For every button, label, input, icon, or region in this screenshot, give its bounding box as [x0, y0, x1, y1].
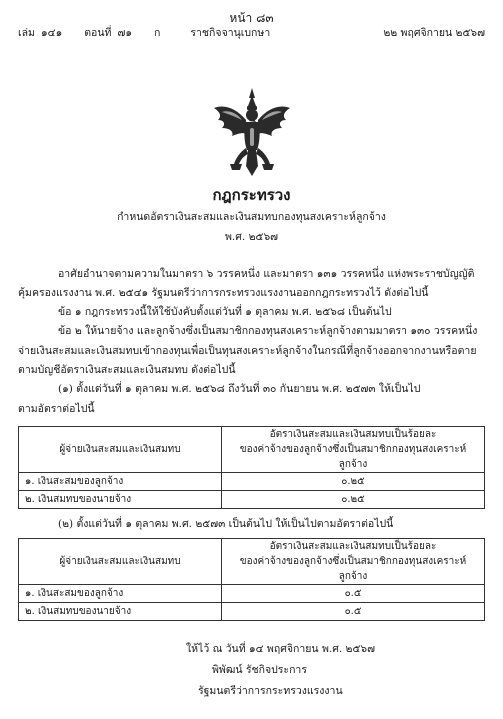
part-label: ตอนที่ [84, 27, 112, 39]
volume-number: ๑๔๑ [40, 27, 63, 39]
gazette-header [18, 24, 485, 41]
preamble-line-2: คุ้มครองแรงงาน พ.ศ. ๒๕๔๑ รัฐมนตรีว่าการกระทรวงแรงงานออกกฎกระทรวงไว้ ดังต่อไปนี้ [18, 287, 429, 299]
clause-2-line-2: จ่ายเงินสะสมและเงินสมทบเข้ากองทุนเพื่อเป็นทุนสงเคราะห์ลูกจ้างในกรณีที่ลูกจ้างออกจากงานหรือตาย [18, 345, 477, 357]
col-header-rate [222, 539, 485, 585]
preamble-line-1: อาศัยอำนาจตามความในมาตรา ๖ วรรคหนึ่ง และมาตรา ๑๓๑ วรรคหนึ่ง แห่งพระราชบัญญัติ [58, 268, 475, 280]
col-header-payer: ผู้จ่ายเงินสะสมและเงินสมทบ [19, 539, 222, 585]
page-number: หน้า ๘๓ [229, 11, 274, 25]
document-subtitle: กำหนดอัตราเงินสะสมและเงินสมทบกองทุนสงเคราะห์ลูกจ้าง [117, 211, 386, 223]
given-date: ให้ไว้ ณ วันที่ ๑๔ พฤศจิกายน พ.ศ. ๒๕๖๗ [186, 643, 375, 655]
rate-cell: ๐.๕ [222, 603, 485, 621]
period-1-line-1: (๑) ตั้งแต่วันที่ ๑ ตุลาคม พ.ศ. ๒๕๖๘ ถึงวันที่ ๓๐ กันยายน พ.ศ. ๒๕๗๓ ให้เป็นไป [58, 383, 421, 395]
garuda-emblem-icon [212, 86, 292, 178]
part-number: ๗๑ [117, 27, 133, 39]
document-title: กฎกระทรวง [212, 186, 291, 204]
clause-2-line-1: ข้อ ๒ ให้นายจ้าง และลูกจ้างซึ่งเป็นสมาชิกกองทุนสงเคราะห์ลูกจ้างตามมาตรา ๑๓๐ วรรคหนึ่ง [58, 325, 478, 337]
signatory-name: พิพัฒน์ รัชกิจประการ [212, 664, 307, 676]
payer-cell: ๑. เงินสะสมของลูกจ้าง [19, 585, 222, 603]
rate-table-2 [18, 538, 485, 621]
rate-cell: ๐.๒๕ [222, 491, 485, 509]
col-header-rate-line-1: อัตราเงินสะสมและเงินสมทบเป็นร้อยละ [269, 541, 437, 552]
payer-cell: ๒. เงินสมทบของนายจ้าง [19, 603, 222, 621]
publication-date: ๒๒ พฤศจิกายน ๒๕๖๗ [383, 27, 485, 39]
col-header-rate [222, 427, 485, 473]
table-row [19, 473, 485, 491]
section-letter: ก [154, 27, 161, 39]
rate-cell: ๐.๕ [222, 585, 485, 603]
table-row [19, 491, 485, 509]
period-2: (๒) ตั้งแต่วันที่ ๑ ตุลาคม พ.ศ. ๒๕๗๓ เป็นต้นไป ให้เป็นไปตามอัตราต่อไปนี้ [58, 518, 394, 530]
table-header-row [19, 427, 485, 473]
rate-cell: ๐.๒๕ [222, 473, 485, 491]
rate-table-1 [18, 426, 485, 509]
table-row [19, 603, 485, 621]
period-1-line-2: ตามอัตราต่อไปนี้ [18, 403, 95, 415]
volume-label: เล่ม [18, 27, 35, 39]
signatory-position: รัฐมนตรีว่าการกระทรวงแรงงาน [198, 685, 343, 697]
table-row [19, 585, 485, 603]
clause-1: ข้อ ๑ กฎกระทรวงนี้ให้ใช้บังคับตั้งแต่วันที่ ๑ ตุลาคม พ.ศ. ๒๕๖๘ เป็นต้นไป [58, 306, 392, 318]
payer-cell: ๒. เงินสมทบของนายจ้าง [19, 491, 222, 509]
document-year: พ.ศ. ๒๕๖๗ [224, 231, 279, 243]
col-header-rate-line-2: ของค่าจ้างของลูกจ้างซึ่งเป็นสมาชิกกองทุนสงเคราะห์ลูกจ้าง [239, 556, 467, 582]
col-header-payer: ผู้จ่ายเงินสะสมและเงินสมทบ [19, 427, 222, 473]
col-header-rate-line-2: ของค่าจ้างของลูกจ้างซึ่งเป็นสมาชิกกองทุนสงเคราะห์ลูกจ้าง [239, 444, 467, 470]
clause-2-line-3: ตามบัญชีอัตราเงินสะสมและเงินสมทบ ดังต่อไปนี้ [18, 364, 236, 376]
publication-name: ราชกิจจานุเบกษา [190, 27, 271, 39]
table-header-row [19, 539, 485, 585]
col-header-rate-line-1: อัตราเงินสะสมและเงินสมทบเป็นร้อยละ [269, 429, 437, 440]
payer-cell: ๑. เงินสะสมของลูกจ้าง [19, 473, 222, 491]
